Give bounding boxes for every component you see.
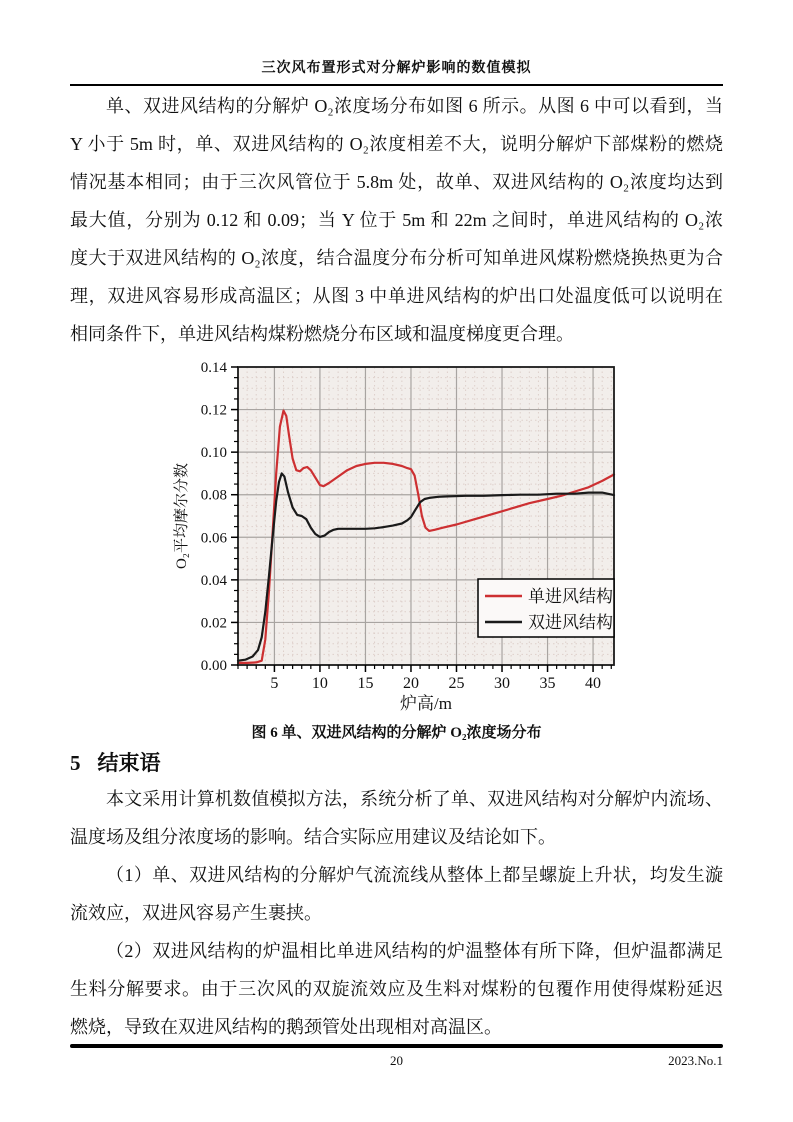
running-title: 三次风布置形式对分解炉影响的数值模拟 [261,61,532,76]
header-rule [70,84,723,86]
text-line: Y 小于 5m 时，单、双进风结构的 O₂浓度相差不大，说明分解炉下部煤粉的燃烧 [70,134,723,154]
section-title: 结束语 [97,751,161,775]
section-number: 5 [70,751,81,775]
text-line: 流效应，双进风容易产生裹挟。 [70,903,322,923]
svg-text:20: 20 [402,675,419,692]
svg-text:单进风结构: 单进风结构 [528,587,613,606]
svg-text:25: 25 [448,675,465,692]
text-line: （2）双进风结构的炉温相比单进风结构的炉温整体有所下降，但炉温都满足 [106,941,723,961]
page-footer [70,1044,723,1070]
text-line: 本文采用计算机数值模拟方法，系统分析了单、双进风结构对分解炉内流场、 [106,789,723,809]
svg-text:0.08: 0.08 [200,487,227,504]
footer-row [70,1052,723,1070]
conclusion-paragraphs [70,780,723,1046]
footer-rule [70,1044,723,1048]
text-line: 生料分解要求。由于三次风的双旋流效应及生料对煤粉的包覆作用使得煤粉延迟 [70,979,723,999]
text-line: 温度场及组分浓度场的影响。结合实际应用建议及结论如下。 [70,827,556,847]
conclusion-paragraph [70,856,723,932]
svg-text:双进风结构: 双进风结构 [528,613,613,632]
svg-text:0.00: 0.00 [200,658,227,674]
svg-text:35: 35 [539,675,556,692]
section-heading-conclusion [70,750,723,776]
svg-text:0.06: 0.06 [200,530,227,547]
svg-text:0.02: 0.02 [200,615,227,632]
page-number: 20 [390,1053,403,1068]
svg-text:10: 10 [311,675,328,692]
text-line: 单、双进风结构的分解炉 O₂浓度场分布如图 6 所示。从图 6 中可以看到，当 [106,96,723,116]
issue-label: 2023.No.1 [668,1053,723,1068]
text-line: （1）单、双进风结构的分解炉气流流线从整体上都呈螺旋上升状，均发生漩 [106,865,723,885]
text-line: 最大值，分别为 0.12 和 0.09；当 Y 位于 5m 和 22m 之间时，单进风结构的 O₂浓 [70,210,723,230]
svg-text:0.14: 0.14 [200,360,227,376]
text-line: 相同条件下，单进风结构煤粉燃烧分布区域和温度梯度更合理。 [70,324,574,344]
svg-text:40: 40 [585,675,602,692]
svg-text:0.10: 0.10 [200,445,227,462]
text-line: 燃烧，导致在双进风结构的鹅颈管处出现相对高温区。 [70,1017,502,1037]
text-line: 度大于双进风结构的 O₂浓度，结合温度分布分析可知单进风煤粉燃烧换热更为合 [70,248,723,268]
text-line: 理，双进风容易形成高温区；从图 3 中单进风结构的炉出口处温度低可以说明在 [70,286,723,306]
svg-text:0.12: 0.12 [200,402,227,419]
figure-6 [70,355,723,742]
svg-text:15: 15 [357,675,374,692]
figure-6-chart [166,355,644,719]
paragraph-o2-discussion [70,87,723,353]
figure-6-caption: 图 6 单、双进风结构的分解炉 O₂浓度场分布 [251,725,542,741]
svg-text:30: 30 [494,675,511,692]
svg-text:0.04: 0.04 [200,572,227,589]
text-line: 情况基本相同；由于三次风管位于 5.8m 处，故单、双进风结构的 O₂浓度均达到 [70,172,723,192]
svg-text:5: 5 [270,675,279,692]
conclusion-paragraph [70,932,723,1046]
conclusion-paragraph [70,780,723,856]
svg-text:炉高/m: 炉高/m [400,694,452,713]
svg-text:O₂平均摩尔分数: O₂平均摩尔分数 [174,462,190,570]
